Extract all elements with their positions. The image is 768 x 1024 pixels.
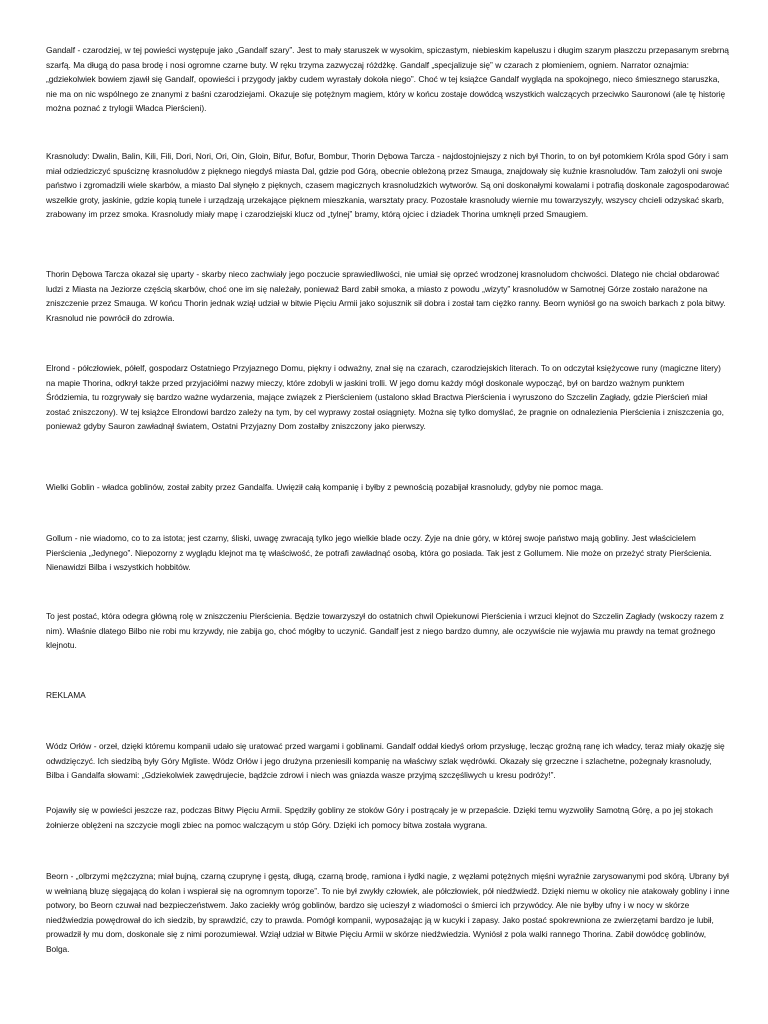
paragraph-thorin: Thorin Dębowa Tarcza okazał się uparty - skarby nieco zachwiały jego poczucie sprawiedliwości, nie umiał się oprzeć wrodzonej krasnoludom chciwości. Dlatego nie chciał obdarować ludzi z Miasta na Jeziorze częścią skarbów, choć one im się należały, ponieważ Bard zabił smoka, a miasto z powodu „wizyty” krasnoludów w Samotnej Górze zostało narażone na zniszczenie przez Smauga. W końcu Thorin jednak wziął udział w bitwie Pięciu Armii jako sojusznik sił dobra i został tam ciężko ranny. Beorn wyniósł go na swoich barkach z pola bitwy. Krasnolud nie powrócił do zdrowia. [46,269,726,323]
ad-label: REKLAMA [46,690,86,700]
paragraph-gandalf: Gandalf - czarodziej, w tej powieści występuje jako „Gandalf szary”. Jest to mały staruszek w wysokim, spiczastym, niebieskim kapeluszu i długim szarym płaszczu przepasanym srebrną szarfą. Ma długą do pasa brodę i nosi ogromne czarne buty. W ręku trzyma zazwyczaj różdżkę. Gandalf „specjalizuje się” w czarach z płomieniem, ogniem. Narrator oznajmia: „gdziekolwiek bowiem zjawił się Gandalf, opowieści i przygody jakby cudem wyrastały dokoła niego”. Choć w tej książce Gandalf wygląda na spokojnego, nieco śmiesznego staruszka, nie ma on nic wspólnego ze znanymi z baśni czarodziejami. Okazuje się potężnym magiem, który w końcu zostaje dowódcą wszystkich walczących przeciwko Sauronowi (ale tę historię można poznać z trylogii Władca Pierścieni). [46,45,729,114]
paragraph-wielki-goblin: Wielki Goblin - władca goblinów, został zabity przez Gandalfa. Uwięził całą kompanię i byłby z pewnością pozabijał krasnoludy, gdyby nie pomoc maga. [46,482,604,492]
paragraph-krasnoludy: Krasnoludy: Dwalin, Balin, Kili, Fili, Dori, Nori, Ori, Oin, Gloin, Bifur, Bofur, Bombur, Thorin Dębowa Tarcza - najdostojniejszy z nich był Thorin, to on był potomkiem Króla spod Góry i sam miał odziedziczyć spuściznę krasnoludów z pięknego niegdyś miasta Dal, gdzie pod Górą, obecnie obleżoną przez Smauga, znajdowały się kuźnie krasnoludów. Tam założyli oni swoje państwo i zgromadzili wiele skarbów, a miasto Dal słynęło z pięknych, czasem magicznych krasnoludzkich wytworów. Są oni doskonałymi kowalami i potrafią doskonale zagospodarować wszelkie groty, jaskinie, gdzie kopią tunele i urządzają urzekające pięknem mieszkania, warsztaty pracy. Pozostałe krasnoludy wiernie mu towarzyszyły, wszyscy chcieli odzyskać skarb, zrabowany im przez smoka. Krasnoludy miały mapę i czarodziejski klucz od „tylnej” bramy, którą ojciec i dziadek Thorina umknęli przed Smaugiem. [46,151,730,220]
paragraph-gollum-rola: To jest postać, która odegra główną rolę w zniszczeniu Pierścienia. Będzie towarzyszył do ostatnich chwil Opiekunowi Pierścienia i wrzuci klejnot do Szczelin Zagłady (wskoczy razem z nim). Właśnie dlatego Bilbo nie robi mu krzywdy, nie zabija go, choć mógłby to uczynić. Gandalf jest z niego bardzo dumny, ale oczywiście nie wyjawia mu prawdy na temat groźnego klejnotu. [46,611,724,651]
paragraph-gollum: Gollum - nie wiadomo, co to za istota; jest czarny, śliski, uwagę zwracają tylko jego wielkie blade oczy. Żyje na dnie góry, w której swoje państwo mają gobliny. Jest właścicielem Pierścienia „Jedynego”. Niepozorny z wyglądu klejnot ma tę właściwość, że potrafi zawładnąć osobą, która go posiada. Tak jest z Gollumem. Nie może on przeżyć straty Pierścienia. Nienawidzi Bilba i wszystkich hobbitów. [46,533,712,573]
paragraph-orly-bitwa: Pojawiły się w powieści jeszcze raz, podczas Bitwy Pięciu Armii. Spędziły gobliny ze stoków Góry i postrącały je w przepaście. Dzięki temu wyzwoliły Samotną Górę, a po jej stokach żołnierze oblężeni na szczycie mogli zbiec na pomoc walczącym u stóp Góry. Dzięki ich pomocy bitwa została wygrana. [46,805,713,830]
paragraph-elrond: Elrond - półczłowiek, półelf, gospodarz Ostatniego Przyjaznego Domu, piękny i odważny, znał się na czarach, czarodziejskich literach. To on odczytał księżycowe runy (magiczne litery) na mapie Thorina, odkrył także przed przyjaciółmi nazwy mieczy, które zdobyli w jaskini trolli. W jego domu każdy mógł doskonale wypocząć, był on bardzo ważnym punktem Śródziemia, tu rozgrywały się bardzo ważne wydarzenia, mające związek z Pierścieniem (ustalono skład Bractwa Pierścienia i wyruszono do Szczelin Zagłady, gdzie Pierścień miał zostać zniszczony). W tej książce Elrondowi bardzo zależy na tym, by cel wyprawy został osiągnięty. Można się tylko domyślać, że pragnie on odnalezienia Pierścienia i zniszczenia go, ponieważ gdyby Sauron zawładnął światem, Ostatni Przyjazny Dom zostałby zniszczony jako pierwszy. [46,363,724,432]
paragraph-beorn: Beorn - „olbrzymi mężczyzna; miał bujną, czarną czuprynę i gęstą, długą, czarną brodę, ramiona i łydki nagie, z węzłami potężnych mięśni wyraźnie zarysowanymi pod skórą. Ubrany był w wełnianą bluzę sięgającą do kolan i wspierał się na ogromnym toporze”. To nie był zwykły człowiek, ale półczłowiek, pół niedźwiedź. Dzięki niemu w okolicy nie atakowały gobliny i inne potwory, bo Beorn czuwał nad bezpieczeństwem. Jako zaciekły wróg goblinów, bardzo się ucieszył z wiadomości o śmierci ich przywódcy. Ale nie byłby ufny i w nocy w skórze niedźwiedzia powędrował do ich siedzib, by sprawdzić, czy to prawda. Pomógł kompanii, wyposażając ją w kucyki i zapasy. Jako postać spokrewniona ze zwierzętami bardzo je lubił, prowadził ły mu dom, doskonale się z nimi porozumiewał. Wziął udział w Bitwie Pięciu Armii w skórze niedźwiedzia. Wyniósł z pola walki rannego Thorina. Zabił dowódcę goblinów, Bolga. [46,871,730,954]
paragraph-wodz-orlow: Wódz Orłów - orzeł, dzięki któremu kompanii udało się uratować przed wargami i goblinami. Gandalf oddał kiedyś orłom przysługę, lecząc groźną ranę ich władcy, teraz miały okazję się odwdzięczyć. Ich siedzibą były Góry Mgliste. Wódz Orłów i jego drużyna przeniesili kompanię na właściwy szlak wędrówki. Okazały się grzeczne i szlachetne, pożegnały krasnoludy, Bilba i Gandalfa słowami: „Gdziekolwiek zawędrujecie, bądźcie zdrowi i niech was gniazda wasze przyjmą szczęśliwych u kresu podróży!”. [46,741,725,781]
